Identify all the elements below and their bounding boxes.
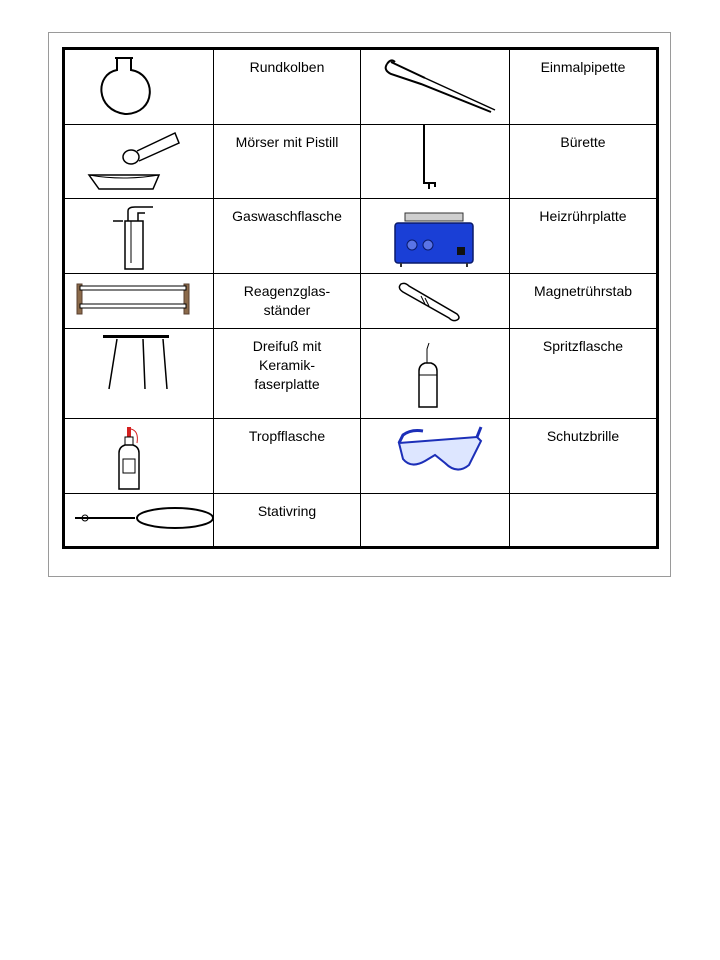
image-cell (361, 274, 510, 329)
item-label: Spritzflasche (542, 338, 624, 354)
item-label: Heizrührplatte (539, 208, 627, 224)
item-label: Rundkolben (249, 59, 325, 75)
item-label: Mörser mit Pistill (235, 134, 339, 150)
equipment-table (62, 47, 659, 549)
image-cell (361, 494, 510, 548)
tripod-with-gauze-icon (65, 329, 213, 418)
item-label: Stativring (257, 503, 317, 519)
table-row (64, 419, 658, 494)
dropper-bottle-icon (65, 419, 213, 493)
image-cell (64, 494, 214, 548)
safety-goggles-icon (361, 419, 509, 493)
table-row (64, 494, 658, 548)
item-label: Gaswaschflasche (232, 208, 342, 224)
label-cell (214, 274, 361, 329)
label-cell (214, 125, 361, 199)
table-row (64, 199, 658, 274)
hotplate-stirrer-icon (361, 199, 509, 273)
round-bottom-flask-icon (65, 50, 213, 124)
item-label: Bürette (560, 134, 606, 150)
label-cell (214, 199, 361, 274)
label-cell (510, 49, 658, 125)
image-cell (361, 199, 510, 274)
label-cell (510, 199, 658, 274)
gas-washing-bottle-icon (65, 199, 213, 273)
label-cell (510, 274, 658, 329)
image-cell (64, 199, 214, 274)
table-row (64, 49, 658, 125)
item-label-line: Dreifuß mit (252, 338, 322, 354)
disposable-pipette-icon (361, 50, 509, 124)
image-cell (361, 329, 510, 419)
retort-ring-icon (65, 494, 213, 546)
image-cell (361, 419, 510, 494)
image-cell (361, 125, 510, 199)
item-label: Magnetrührstab (533, 283, 633, 299)
label-cell (214, 419, 361, 494)
image-cell (64, 49, 214, 125)
image-cell (64, 274, 214, 329)
item-label-line: Keramik- (258, 357, 315, 373)
table-row (64, 274, 658, 329)
label-cell (214, 329, 361, 419)
label-cell (214, 49, 361, 125)
image-cell (64, 329, 214, 419)
label-cell (510, 494, 658, 548)
item-label-line: ständer (263, 302, 311, 318)
test-tube-rack-icon (65, 274, 213, 328)
label-cell (214, 494, 361, 548)
magnetic-stir-bar-icon (361, 274, 509, 328)
item-label-line: faserplatte (254, 376, 320, 392)
item-label: Tropfflasche (248, 428, 326, 444)
mortar-and-pestle-icon (65, 125, 213, 198)
burette-icon (361, 125, 509, 198)
label-cell (510, 125, 658, 199)
table-row (64, 125, 658, 199)
item-label: Schutzbrille (546, 428, 620, 444)
table-row (64, 329, 658, 419)
item-label: Einmalpipette (540, 59, 626, 75)
item-label-line: Reagenzglas- (243, 283, 331, 299)
image-cell (361, 49, 510, 125)
label-cell (510, 329, 658, 419)
label-cell (510, 419, 658, 494)
image-cell (64, 419, 214, 494)
image-cell (64, 125, 214, 199)
wash-bottle-icon (361, 329, 509, 418)
